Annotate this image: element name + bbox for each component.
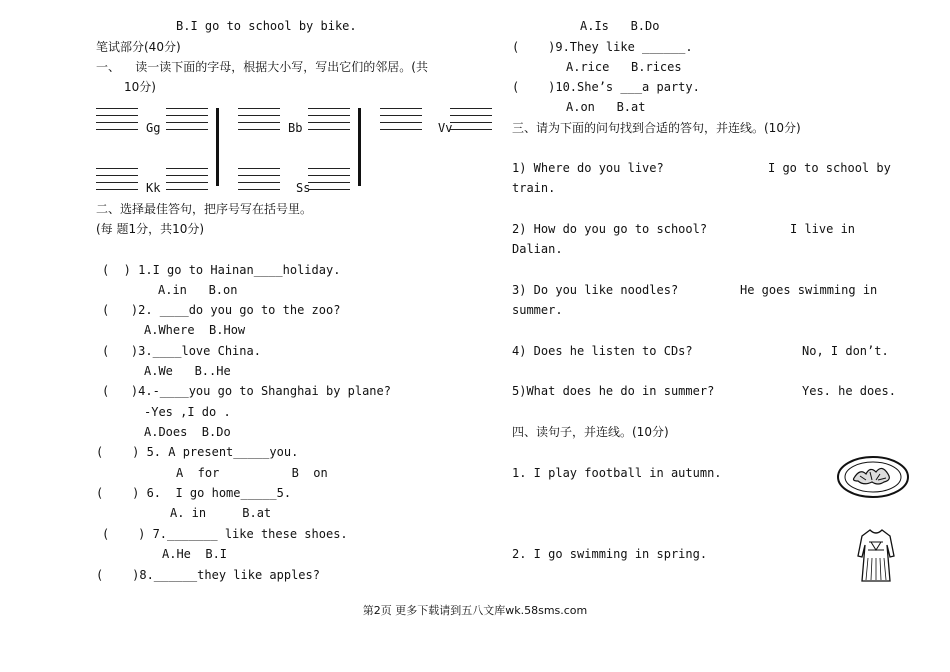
match-answer-2: I live in xyxy=(790,222,856,236)
question-3-options: A.We B..He xyxy=(144,364,231,378)
dress-icon xyxy=(856,528,896,586)
question-8: ( )8.______they like apples? xyxy=(96,568,320,582)
question-2-options: A.Where B.How xyxy=(144,323,246,337)
divider-bar xyxy=(358,108,361,186)
section2-note: (每 题1分，共10分) xyxy=(96,222,205,236)
question-9: ( )9.They like ______. xyxy=(512,40,693,54)
match-question-2: 2) How do you go to school? xyxy=(512,222,708,236)
sentence-2: 2. I go swimming in spring. xyxy=(512,547,708,561)
divider-bar xyxy=(216,108,219,186)
question-4: ( )4.-____you go to Shanghai by plane? xyxy=(102,384,391,398)
writing-lines xyxy=(380,108,422,136)
question-10: ( )10.She’s ___a party. xyxy=(512,80,700,94)
match-answer-3-cont: summer. xyxy=(512,303,563,317)
question-9-options: A.rice B.rices xyxy=(566,60,682,74)
writing-lines xyxy=(450,108,492,136)
match-question-1: 1) Where do you live? xyxy=(512,161,664,175)
match-answer-2-cont: Dalian. xyxy=(512,242,563,256)
writing-lines xyxy=(96,168,138,196)
letter-kk: Kk xyxy=(146,181,161,195)
question-1: ( ) 1.I go to Hainan____holiday. xyxy=(102,263,341,277)
match-question-4: 4) Does he listen to CDs? xyxy=(512,344,693,358)
match-question-3: 3) Do you like noodles? xyxy=(512,283,679,297)
writing-lines xyxy=(166,108,208,136)
page-footer: 第2页 更多下载请到五八文库wk.58sms.com xyxy=(362,604,588,617)
match-answer-1: I go to school by xyxy=(768,161,891,175)
question-10-options: A.on B.at xyxy=(566,100,646,114)
section4-title: 四、读句子，并连线。(10分) xyxy=(512,425,669,439)
question-8-options: A.Is B.Do xyxy=(580,19,660,33)
question-7: ( ) 7._______ like these shoes. xyxy=(102,527,348,541)
question-4-answer: -Yes ,I do . xyxy=(144,405,231,419)
writing-lines xyxy=(166,168,208,196)
section1-score: 10分) xyxy=(124,80,156,94)
question-2: ( )2. ____do you go to the zoo? xyxy=(102,303,341,317)
letter-gg: Gg xyxy=(146,121,161,135)
letter-vv: Vv xyxy=(438,121,453,135)
writing-lines xyxy=(238,108,280,136)
match-answer-3: He goes swimming in xyxy=(740,283,878,297)
writing-lines xyxy=(308,168,350,196)
question-6: ( ) 6. I go home_____5. xyxy=(96,486,292,500)
sentence-1: 1. I play football in autumn. xyxy=(512,466,722,480)
question-3: ( )3.____love China. xyxy=(102,344,261,358)
question-5: ( ) 5. A present_____you. xyxy=(96,445,299,459)
match-question-5: 5)What does he do in summer? xyxy=(512,384,715,398)
food-plate-icon xyxy=(836,454,910,500)
match-answer-5: Yes. he does. xyxy=(802,384,896,398)
writing-lines xyxy=(238,168,280,196)
question-4-options: A.Does B.Do xyxy=(144,425,231,439)
match-answer-4: No, I don’t. xyxy=(802,344,889,358)
letter-ss: Ss xyxy=(296,181,311,195)
writing-lines xyxy=(96,108,138,136)
section1-title: 一、 读一读下面的字母，根据大小写，写出它们的邻居。(共 xyxy=(96,60,428,74)
letter-bb: Bb xyxy=(288,121,303,135)
question-6-options: A. in B.at xyxy=(170,506,272,520)
top-option-line: B.I go to school by bike. xyxy=(176,19,357,33)
question-1-options: A.in B.on xyxy=(158,283,238,297)
section2-title: 二、选择最佳答句，把序号写在括号里。 xyxy=(96,202,313,216)
section3-title: 三、请为下面的问句找到合适的答句，并连线。(10分) xyxy=(512,121,801,135)
written-part-heading: 笔试部分(40分) xyxy=(96,40,181,54)
question-7-options: A.He B.I xyxy=(162,547,228,561)
writing-lines xyxy=(308,108,350,136)
match-answer-1-cont: train. xyxy=(512,181,556,195)
question-5-options: A for B on xyxy=(176,466,328,480)
